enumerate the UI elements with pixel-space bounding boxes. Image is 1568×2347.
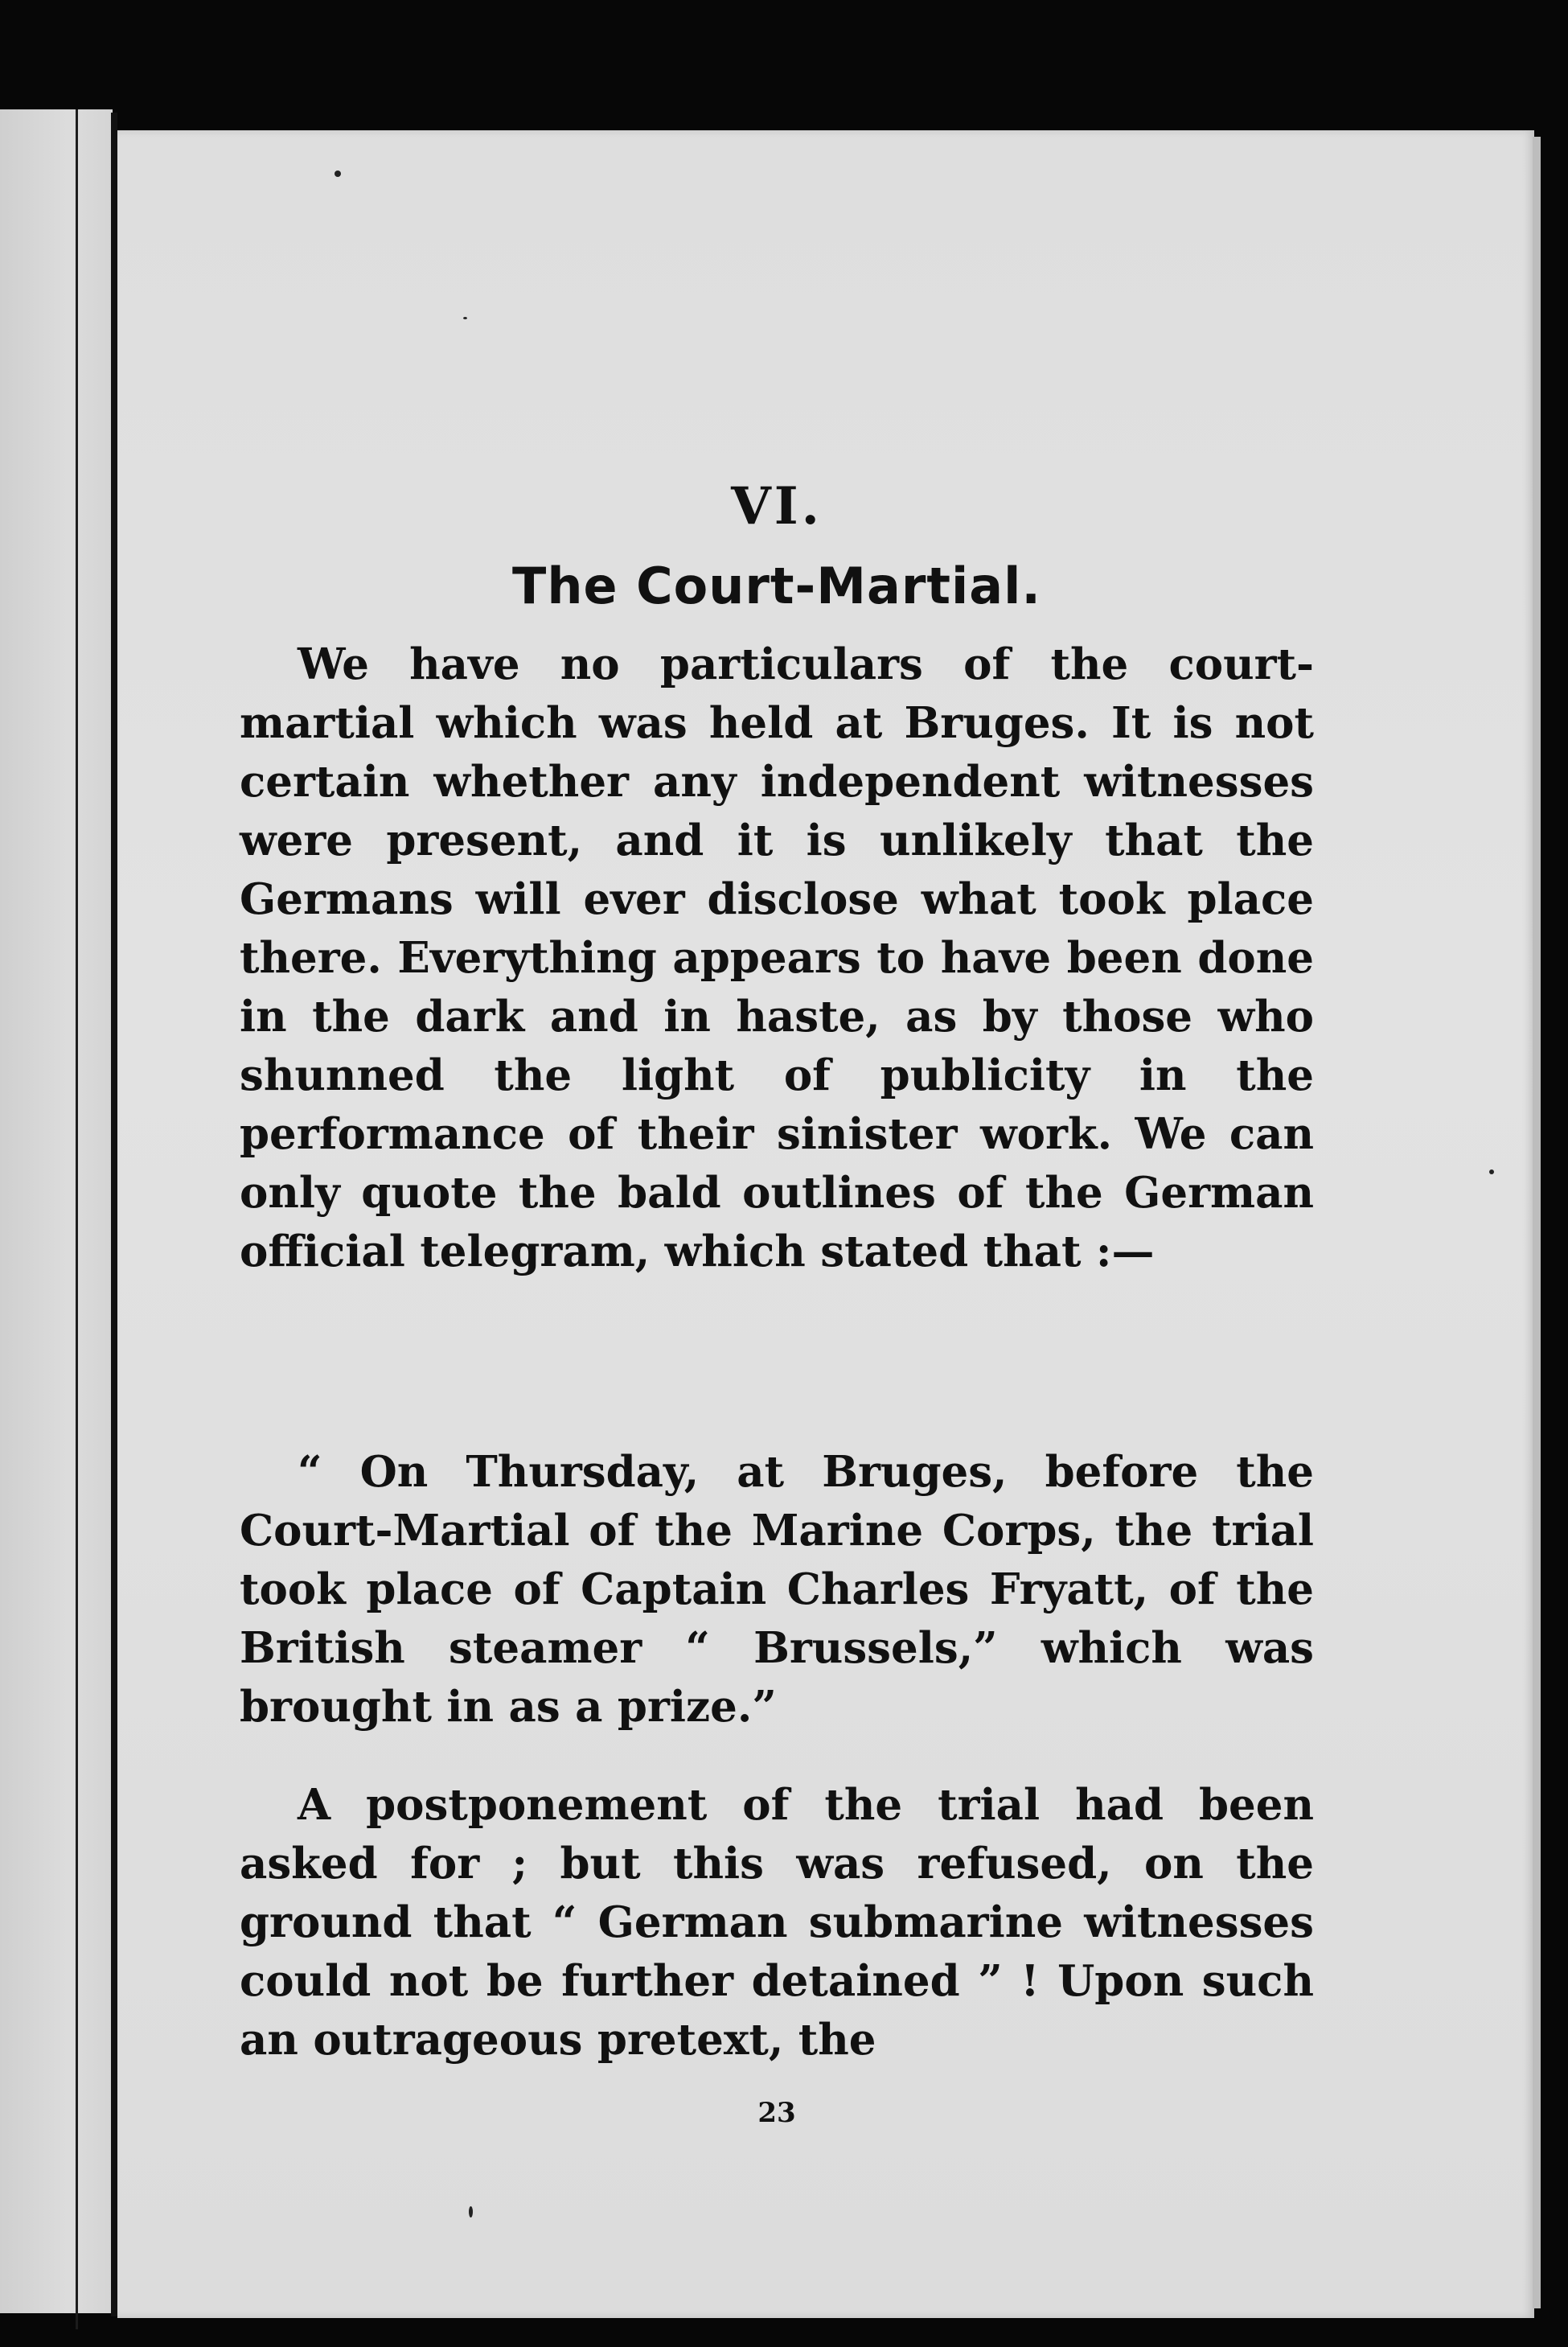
paragraph-text: “ On Thursday, at Bruges, before the Court-Martial of the Marine Corps, the trial took place of Captain Charles Fryatt, of the British steamer “ Brussels,” which was brought in as a prize.” [240,1447,1314,1732]
paragraph-text: A postponement of the trial had been asked for ; but this was refused, on the ground that “ German submarine witnesses could not be further detained ” ! Upon such an outrageous pretext, the [240,1780,1314,2065]
chapter-number: VI. [731,476,823,536]
paragraph-text: We have no particulars of the court-martial which was held at Bruges. It is not certain whether any independent witnesses were present, and it is unlikely that the Germans will ever disclose what took place there. Everything appears to have been done in the dark and in haste, as by those who shunned the light of publicity in the performance of their sinister work. We can only quote the bald outlines of the German official telegram, which stated that :— [240,639,1314,1276]
paragraph [240,1776,1314,2070]
page-number: 23 [757,2097,796,2129]
page-gutter [111,113,117,2316]
paragraph [240,635,1314,1281]
binding-line [76,109,78,2329]
facing-page-edge [0,109,113,2313]
chapter-title: The Court-Martial. [512,557,1041,615]
page-edge [1533,137,1541,2308]
book-page [117,130,1534,2318]
quoted-telegram [240,1443,1314,1737]
